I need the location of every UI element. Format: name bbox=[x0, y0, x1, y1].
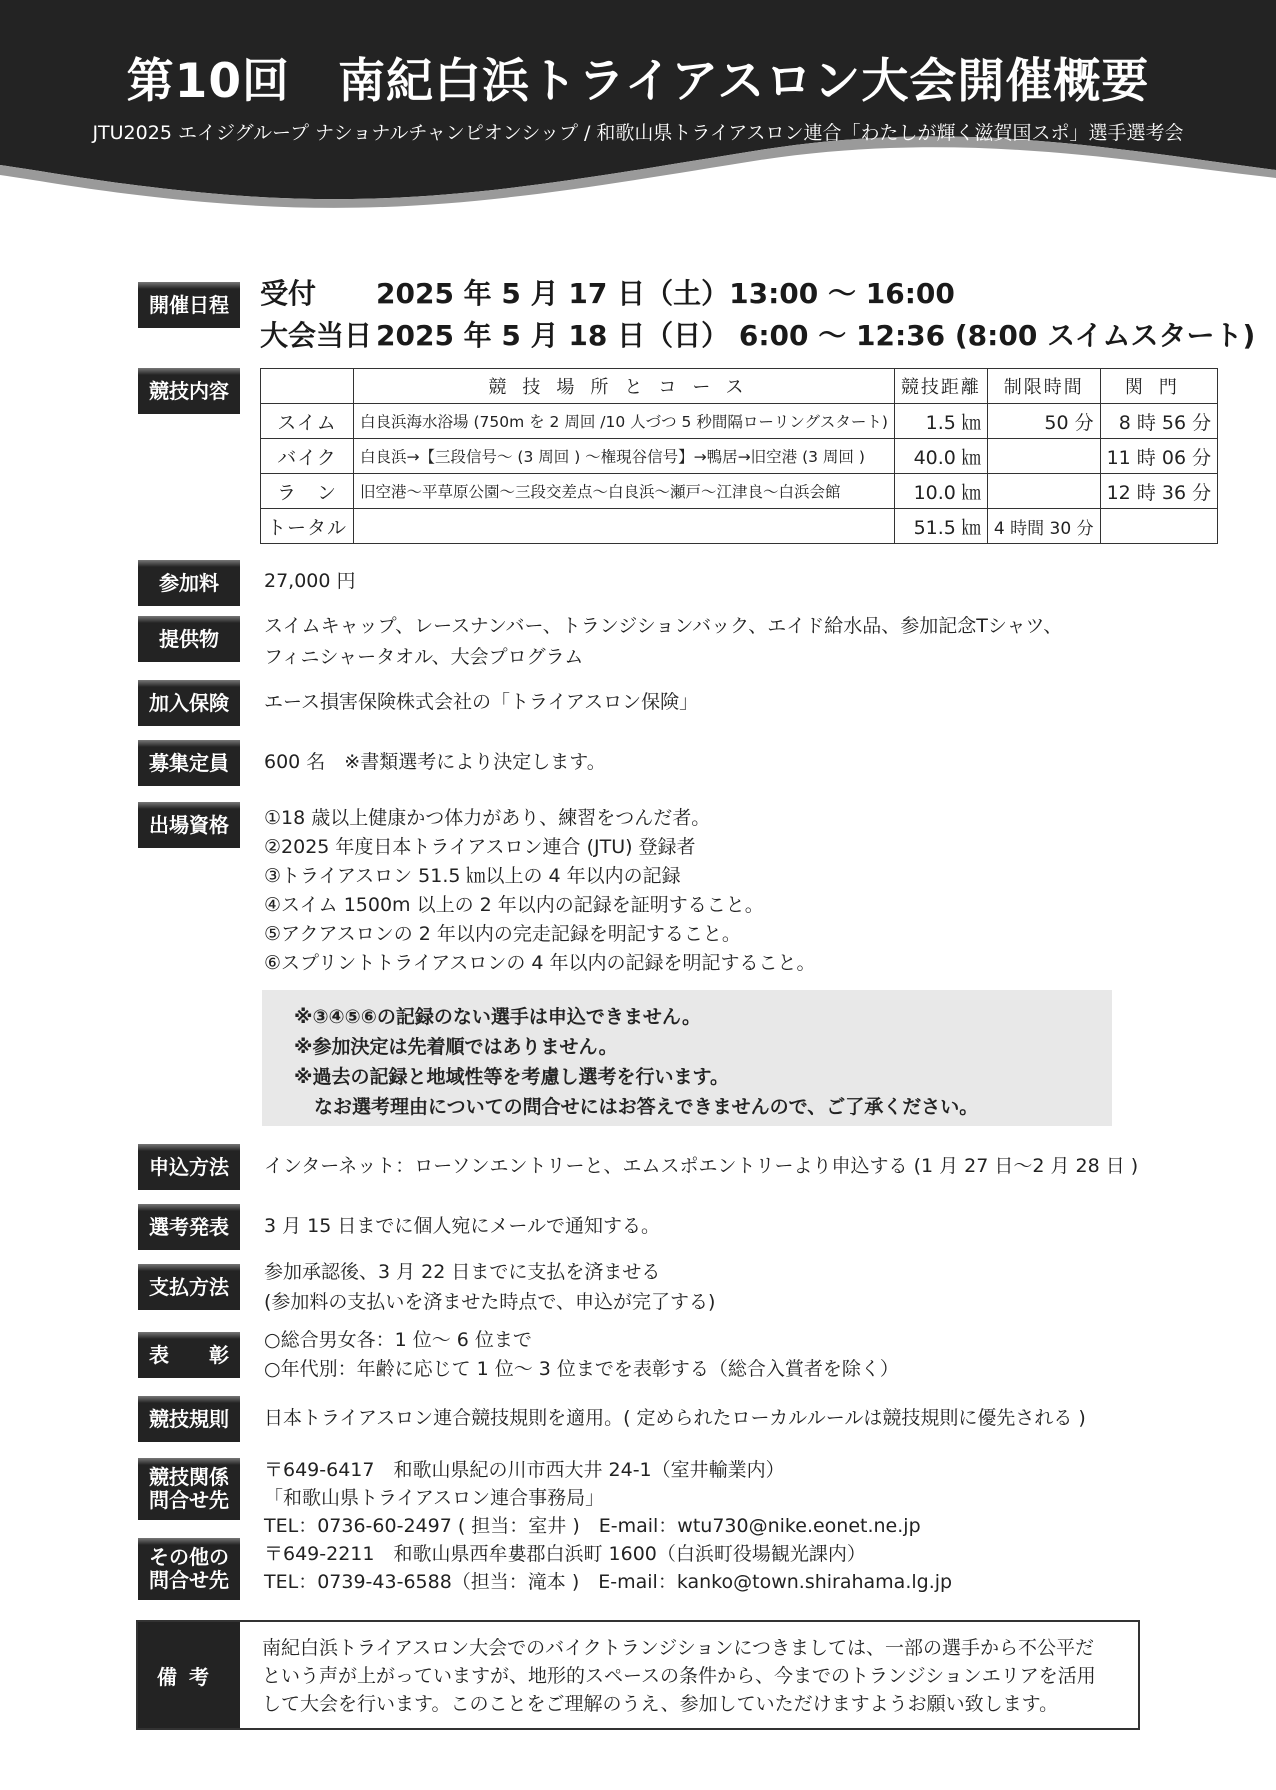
table-cell-distance: 10.0 ㎞ bbox=[894, 474, 987, 509]
provided-line-2: フィニシャータオル、大会プログラム bbox=[264, 646, 584, 668]
remarks-text bbox=[262, 1634, 1122, 1718]
eligibility-item: ③トライアスロン 51.5 ㎞以上の 4 年以内の記録 bbox=[264, 865, 681, 887]
eligibility-item: ④スイム 1500m 以上の 2 年以内の記録を証明すること。 bbox=[264, 894, 764, 916]
schedule-raceday-value: 2025 年 5 月 18 日（日） 6:00 ～ 12:36 (8:00 スイムスタート) bbox=[376, 319, 1256, 352]
fee-text: 27,000 円 bbox=[264, 570, 356, 592]
remarks-line: という声が上がっていますが、地形的スペースの条件から、今までのトランジションエリアを活用 bbox=[262, 1665, 1096, 1687]
insurance-label: 加入保険 bbox=[138, 680, 240, 726]
table-row bbox=[261, 474, 1218, 509]
eligibility-item: ⑥スプリントトライアスロンの 4 年以内の記録を明記すること。 bbox=[264, 952, 816, 974]
contact-competition-address: 〒649-6417 和歌山県紀の川市西大井 24-1（室井輸業内） bbox=[264, 1459, 785, 1481]
payment-line-2: (参加料の支払いを済ませた時点で、申込が完了する) bbox=[264, 1291, 716, 1313]
remarks-line: 南紀白浜トライアスロン大会でのバイクトランジションにつきましては、一部の選手から不公平だ bbox=[262, 1637, 1095, 1659]
contact-other-address: 〒649-2211 和歌山県西牟婁郡白浜町 1600（白浜町役場観光課内） bbox=[264, 1543, 866, 1565]
schedule-label: 開催日程 bbox=[138, 282, 240, 328]
eligibility-note: ※過去の記録と地域性等を考慮し選考を行います。 bbox=[294, 1066, 729, 1088]
rules-label: 競技規則 bbox=[138, 1396, 240, 1442]
eligibility-notes-box bbox=[262, 990, 1112, 1126]
table-cell-category: トータル bbox=[261, 509, 354, 544]
eligibility-item: ⑤アクアスロンの 2 年以内の完走記録を明記すること。 bbox=[264, 923, 741, 945]
table-cell-category: ラ ン bbox=[261, 474, 354, 509]
table-header-limit: 制限時間 bbox=[987, 369, 1100, 404]
table-cell-distance: 40.0 ㎞ bbox=[894, 439, 987, 474]
contact-competition-office: 「和歌山県トライアスロン連合事務局」 bbox=[264, 1487, 605, 1509]
table-cell-distance: 1.5 ㎞ bbox=[894, 404, 987, 439]
contact-competition-tel-email: TEL：0736-60-2497 ( 担当：室井 ) E-mail：wtu730@nike.eonet.ne.jp bbox=[264, 1515, 921, 1537]
table-cell-category: バイク bbox=[261, 439, 354, 474]
fee-label: 参加料 bbox=[138, 560, 240, 606]
schedule-raceday-row bbox=[260, 314, 1255, 354]
table-cell-gate: 8 時 56 分 bbox=[1100, 404, 1217, 439]
table-cell-limit bbox=[987, 439, 1100, 474]
table-header-course: 競技場所とコース bbox=[354, 369, 895, 404]
table-cell-course: 白良浜→【三段信号～ (3 周回 ) ～権現谷信号】→鴨居→旧空港 (3 周回 ) bbox=[354, 439, 895, 474]
page-title: 第10回 南紀白浜トライアスロン大会開催概要 bbox=[126, 54, 1150, 109]
contact-other-tel-email: TEL：0739-43-6588（担当：滝本 ) E-mail：kanko@town.shirahama.lg.jp bbox=[264, 1571, 953, 1593]
awards-line-2: ○年代別：年齢に応じて 1 位～ 3 位までを表彰する（総合入賞者を除く） bbox=[264, 1358, 899, 1380]
competition-label: 競技内容 bbox=[138, 368, 240, 414]
header-banner bbox=[0, 0, 1276, 220]
schedule-reception-key: 受付 bbox=[260, 277, 317, 310]
capacity-text: 600 名 ※書類選考により決定します。 bbox=[264, 751, 606, 773]
schedule-reception-value: 2025 年 5 月 17 日（土）13:00 ～ 16:00 bbox=[376, 277, 955, 310]
payment-label: 支払方法 bbox=[138, 1264, 240, 1310]
table-cell-gate: 12 時 36 分 bbox=[1100, 474, 1217, 509]
rules-text: 日本トライアスロン連合競技規則を適用。( 定められたローカルルールは競技規則に優先される ) bbox=[264, 1407, 1086, 1429]
eligibility-label: 出場資格 bbox=[138, 802, 240, 848]
remarks-box bbox=[136, 1620, 1140, 1730]
payment-line-1: 参加承認後、3 月 22 日までに支払を済ませる bbox=[264, 1261, 661, 1283]
contact-competition-label: 競技関係 問合せ先 bbox=[138, 1458, 240, 1520]
table-header-blank bbox=[261, 369, 354, 404]
awards-line-1: ○総合男女各：1 位～ 6 位まで bbox=[264, 1329, 532, 1351]
table-cell-gate: 11 時 06 分 bbox=[1100, 439, 1217, 474]
remarks-line: して大会を行います。このことをご理解のうえ、参加していただけますようお願い致します。 bbox=[262, 1693, 1059, 1715]
table-cell-limit: 4 時間 30 分 bbox=[987, 509, 1100, 544]
table-cell-distance: 51.5 ㎞ bbox=[894, 509, 987, 544]
table-header-gate: 関門 bbox=[1100, 369, 1217, 404]
provided-label: 提供物 bbox=[138, 616, 240, 662]
table-header-distance: 競技距離 bbox=[894, 369, 987, 404]
page-subtitle: JTU2025 エイジグループ ナショナルチャンピオンシップ / 和歌山県トライアスロン連合「わたしが輝く滋賀国スポ」選手選考会 bbox=[92, 122, 1184, 144]
table-header-row bbox=[261, 369, 1218, 404]
eligibility-item: ①18 歳以上健康かつ体力があり、練習をつんだ者。 bbox=[264, 807, 711, 829]
announcement-text: 3 月 15 日までに個人宛にメールで通知する。 bbox=[264, 1215, 661, 1237]
table-cell-limit bbox=[987, 474, 1100, 509]
competition-table bbox=[260, 368, 1218, 544]
table-row bbox=[261, 439, 1218, 474]
eligibility-note: ※参加決定は先着順ではありません。 bbox=[294, 1036, 618, 1058]
table-cell-course: 白良浜海水浴場 (750m を 2 周回 /10 人づつ 5 秒間隔ローリングスタート) bbox=[354, 404, 895, 439]
announcement-label: 選考発表 bbox=[138, 1204, 240, 1250]
contact-other-label: その他の 問合せ先 bbox=[138, 1538, 240, 1600]
schedule-reception-row bbox=[260, 272, 955, 312]
insurance-text: エース損害保険株式会社の「トライアスロン保険」 bbox=[264, 691, 699, 713]
schedule-raceday-key: 大会当日 bbox=[260, 319, 373, 352]
table-cell-category: スイム bbox=[261, 404, 354, 439]
awards-label: 表 彰 bbox=[138, 1332, 240, 1378]
table-row bbox=[261, 509, 1218, 544]
application-label: 申込方法 bbox=[138, 1144, 240, 1190]
table-row bbox=[261, 404, 1218, 439]
table-cell-gate bbox=[1100, 509, 1217, 544]
capacity-label: 募集定員 bbox=[138, 740, 240, 786]
eligibility-item: ②2025 年度日本トライアスロン連合 (JTU) 登録者 bbox=[264, 836, 696, 858]
table-cell-course bbox=[354, 509, 895, 544]
eligibility-note: なお選考理由についての問合せにはお答えできませんので、ご了承ください。 bbox=[314, 1096, 979, 1118]
provided-line-1: スイムキャップ、レースナンバー、トランジションバック、エイド給水品、参加記念Tシャツ、 bbox=[264, 615, 1063, 637]
application-text: インターネット：ローソンエントリーと、エムスポエントリーより申込する (1 月 27 日～2 月 28 日 ) bbox=[264, 1155, 1139, 1177]
remarks-label: 備考 bbox=[138, 1622, 240, 1728]
eligibility-note: ※③④⑤⑥の記録のない選手は申込できません。 bbox=[294, 1006, 701, 1028]
table-cell-course: 旧空港～平草原公園～三段交差点～白良浜～瀬戸～江津良～白浜会館 bbox=[354, 474, 895, 509]
table-cell-limit: 50 分 bbox=[987, 404, 1100, 439]
